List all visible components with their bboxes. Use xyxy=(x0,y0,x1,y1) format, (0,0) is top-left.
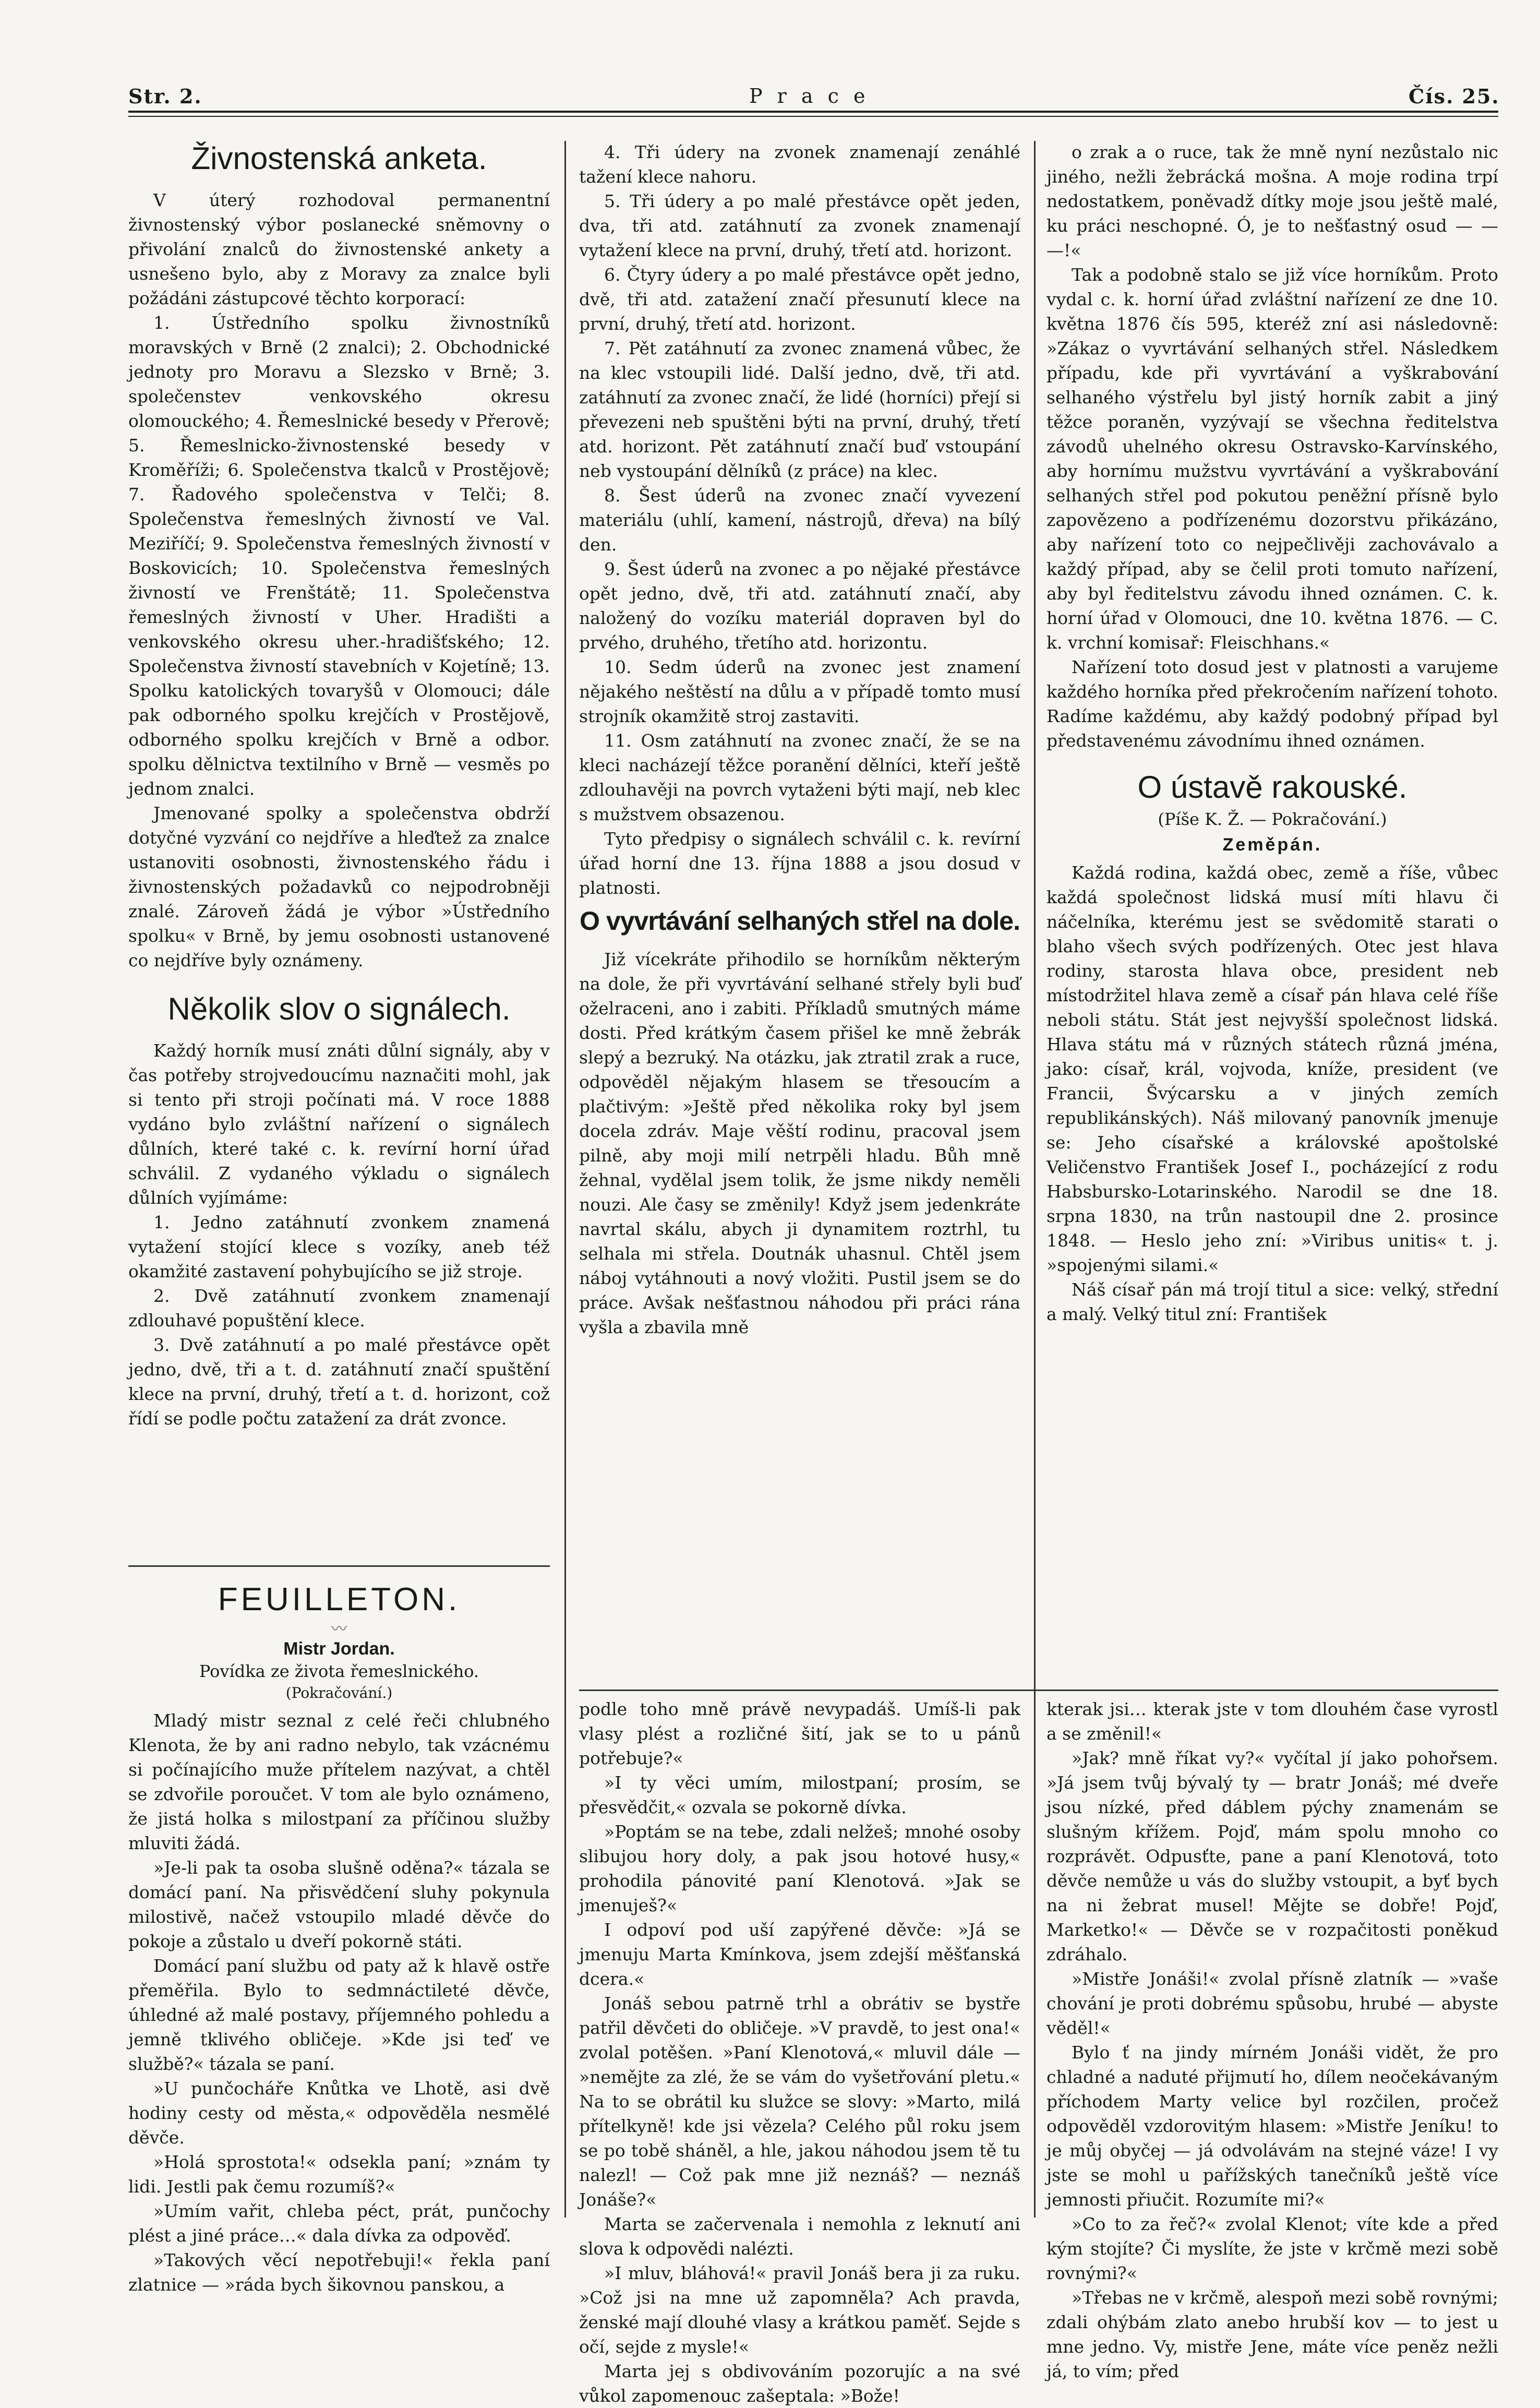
paragraph: Jonáš sebou patrně trhl a obrátiv se bystře patřil děvčeti do obličeje. »V pravdě, to jest ona!« zvolal potěšen. »Paní Klenotová,« mluvil dále — »nemějte za zlé, že se vám do vyšetřování pletu.« Na to se obrátil ku služce se slovy: »Marto, milá přítelkyně! kde jsi vězela? Celého půl roku jsem se po tobě sháněl, a hle, jakou náhodou jsem tě tu nalezl! — Což pak mne již neznáš? — neznáš Jonáše?« xyxy=(579,1993,1020,2210)
newspaper-title: P r a c e xyxy=(749,85,870,107)
paragraph: Domácí paní službu od paty až k hlavě ostře přeměřila. Bylo to sedmnáctileté děvče, úhledné až malé postavy, příjemného pohledu a jemně tklivého obličeje. »Kde jsi teď ve službě?« tázala se paní. xyxy=(128,1956,550,2074)
section-heading: Zeměpán. xyxy=(1222,835,1322,855)
paragraph: Tak a podobně stalo se již více horníkům. Proto vydal c. k. horní úřad zvláštní nařízení ze dne 10. května 1876 čís 595, kteréž zní asi následovně: »Zákaz o vyvrtávání selhaných střel. Následkem případu, kde při vyvrtávání a vyškrabování selhaného výstřelu byl jistý horník zabit a jiný těžce poraněn, vyzývají se všechna ředitelstva závodů uhelného okresu Ostravsko-Karvínského, aby hornímu mužstvu vyvrtávání a vyškrabování selhaných střel pod pokutou peněžní přísně bylo zapovězeno a podřízenému dozorstvu přikázáno, aby nařízení toto co nejpečlivěji zachovávalo a každý případ, aby se čelil proti tomuto nařízení, aby byl ředitelstvu závodu ihned oznámen. C. k. horní úřad v Olomouci, dne 10. května 1876. — C. k. vrchní komisař: Fleischhans.« xyxy=(1046,265,1498,653)
paragraph: Bylo ť na jindy mírném Jonáši vidět, že pro chladné a naduté přijmutí ho, dílem neočekávaným příchodem Marty velice byl rozčilen, pročež odpověděl vzdorovitým hlasem: »Mistře Jeníku! to je můj obyčej — já odvolávám na stejné váze! I vy jste se mohl u pařížských tanečníků ještě více jemnosti přiučit. Rozumíte mi?« xyxy=(1046,2042,1498,2210)
feuilleton-column-2 xyxy=(579,1697,1020,2406)
issue-number: Čís. 25. xyxy=(1409,85,1500,108)
feuilleton-column-3 xyxy=(1046,1697,1498,2381)
article-byline: (Píše K. Ž. — Pokračování.) xyxy=(1158,809,1387,829)
paragraph: 1. Jedno zatáhnutí zvonkem znamená vytažení stojící klece s vozíky, aneb též okamžité zastavení pohybujícího se již stroje. xyxy=(128,1212,550,1281)
paragraph: 4. Tři údery na zvonek znamenají zenáhlé tažení klece nahoru. xyxy=(579,142,1020,187)
paragraph: Náš císař pán má trojí titul a sice: velký, střední a malý. Velký titul zní: František xyxy=(1046,1279,1498,1324)
paragraph: Již vícekráte přihodilo se horníkům některým na dole, že při vyvrtávání selhané střely byli buď oželraceni, ano i zabiti. Příkladů smutných máme dosti. Před krátkým časem přišel ke mně žebrák slepý a bezruký. Na otázku, jak ztratil zrak a ruce, odpověděl nějakým hlasem se třesoucím a plačtivým: »Ještě před několika roky byl jsem docela zdráv. Maje věští rodinu, pracoval jsem pilně, aby moji milí netrpěli hladu. Bůh mně žehnal, vydělal jsem tolik, že jsme nikdy neměli nouzi. Ale časy se změnily! Když jsem jedenkráte navrtal skálu, abych ji dynamitem roztrhl, tu selhala mi střela. Doutnák uhasnul. Chtěl jsem náboj vytáhnouti a nový vložiti. Pustil jsem se do práce. Avšak nešťastnou náhodou při práci rána vyšla a zbavila mně xyxy=(579,949,1020,1337)
paragraph: Každá rodina, každá obec, země a říše, vůbec každá společnost lidská musí míti hlavu či náčelníka, kterému jest se svědomitě starati o blaho všech svých podřízených. Otec jest hlava rodiny, starosta hlava obce, president neb místodržitel hlava země a císař pán hlava celé říše neboli státu. Stát jest nejvyšší společnost lidská. Hlava státu má v různých státech různá jména, jako: císař, král, vojvoda, kníže, president (ve Francii, Švýcarsku a v jiných zemích republikánských). Náš milovaný panovník jmenuje se: Jeho císařské a královské apoštolské Veličenstvo František Josef I., pocházející z rodu Habsbursko-Lotarinského. Narodil se dne 18. srpna 1830, na trůn nastoupil dne 2. prosince 1848. — Heslo jeho zní: »Viribus unitis« t. j. »spojenými silami.« xyxy=(1046,862,1498,1275)
paragraph: 6. Čtyry údery a po malé přestávce opět jedno, dvě, tři atd. zatažení značí přesunutí klece na první, druhý, třetí atd. horizont. xyxy=(579,265,1020,334)
paragraph: »Mistře Jonáši!« zvolal přísně zlatník — »vaše chování je proti dobrému spůsobu, hrubé — abyste věděl!« xyxy=(1046,1969,1498,2038)
feuilleton-rule-1 xyxy=(128,1565,550,1567)
story-title: Mistr Jordan. xyxy=(283,1639,395,1659)
paragraph: 1. Ústředního spolku živnostníků moravských v Brně (2 znalci); 2. Obchodnické jednoty pro Moravu a Slezsko v Brně; 3. společenstev venkovského okresu olomouckého; 4. Řemeslnické besedy v Přerově; 5. Řemeslnicko-živnostenské besedy v Kroměříži; 6. Společenstva tkalců v Prostějově; 7. Řadového společenstva v Telči; 8. Společenstva řemeslných živností ve Val. Meziříčí; 9. Společenstva řemeslných živností v Boskovicích; 10. Společenstva řemeslných živností ve Frenštátě; 11. Společenstva řemeslných živností v Uher. Hradišti a venkovského okresu uher.-hradišťského; 12. Společenstva živností stavebních v Kojetíně; 13. Spolku katolických tovaryšů v Olomouci; dále pak odborného spolku krejčích v Prostějově, odborného spolku krejčích v Brně a odbor. spolku dělnictva textilního v Brně — vesměs po jednom znalci. xyxy=(128,313,550,799)
paragraph: Marta jej s obdivováním pozorujíc a na své vůkol zapomenouc zašeptala: »Bože! xyxy=(579,2361,1020,2406)
paragraph: »I ty věci umím, milostpaní; prosím, se přesvědčit,« ozvala se pokorně dívka. xyxy=(579,1772,1020,1817)
header-rule-thin xyxy=(128,116,1498,117)
column-rule-1 xyxy=(564,141,566,2218)
feuilleton-rule-2 xyxy=(579,1690,1498,1691)
paragraph: »U punčocháře Knůtka ve Lhotě, asi dvě hodiny cesty od města,« odpověděla nesmělé děvče. xyxy=(128,2078,550,2148)
paragraph: »Takových věcí nepotřebuji!« řekla paní zlatnice — »ráda bych šikovnou panskou, a xyxy=(128,2250,550,2295)
feuilleton-title: FEUILLETON. xyxy=(218,1582,461,1618)
paragraph: 3. Dvě zatáhnutí a po malé přestávce opět jedno, dvě, tři a t. d. zatáhnutí značí spuštění klece na první, druhý, třetí a t. d. horizont, což řídí se podle počtu zatažení za drát zvonce. xyxy=(128,1335,550,1429)
paragraph: »Umím vařit, chleba péct, prát, punčochy plést a jiné práce…« dala dívka za odpověď. xyxy=(128,2201,550,2246)
article-title-ustava: O ústavě rakouské. xyxy=(1137,770,1407,805)
ornament: 〰 xyxy=(331,1620,347,1638)
column-1 xyxy=(128,140,550,1554)
paragraph: I odpoví pod uší zapýřené děvče: »Já se jmenuju Marta Kmínkova, jsem zdejší měšťanská dcera.« xyxy=(579,1920,1020,1989)
paragraph: Nařízení toto dosud jest v platnosti a varujeme každého horníka před překročením nařízení tohoto. Radíme každému, aby každý podobný případ byl představenému závodnímu ihned oznámen. xyxy=(1046,657,1498,751)
paragraph: 11. Osm zatáhnutí na zvonec značí, že se na kleci nacházejí těžce poranění dělníci, kteří ještě zdlouhavěji na povrch vytaženi býti mají, neb klec s mužstvem obsazenou. xyxy=(579,730,1020,824)
story-continued: (Pokračování.) xyxy=(285,1684,393,1702)
paragraph: V úterý rozhodoval permanentní živnostenský výbor poslanecké sněmovny o přivolání znalců do živnostenské ankety a usnešeno bylo, aby z Moravy za znalce byli požádáni zástupcové těchto korporací: xyxy=(128,190,550,308)
paragraph: kterak jsi… kterak jste v tom dlouhém čase vyrostl a se změnil!« xyxy=(1046,1699,1498,1744)
paragraph: Mladý mistr seznal z celé řeči chlubného Klenota, že by ani radno nebylo, tak vzácnému si počínajícího muže přítelem nazývat, a chtěl se zdvořile poroučet. V tom ale bylo oznámeno, že jistá holka s milostpaní za příčinou služby mluviti žádá. xyxy=(128,1710,550,1853)
paragraph: »Poptám se na tebe, zdali nelžeš; mnohé osoby slibujou hory doly, a pak jsou hotové husy,« prohodila pánovité paní Klenotová. »Jak se jmenuješ?« xyxy=(579,1822,1020,1915)
paragraph: Tyto předpisy o signálech schválil c. k. revírní úřad horní dne 13. října 1888 a jsou dosud v platnosti. xyxy=(579,829,1020,898)
paragraph: 10. Sedm úderů na zvonec jest znamení nějakého neštěstí na důlu a v případě tomto musí strojník okamžitě stroj zastaviti. xyxy=(579,657,1020,726)
paragraph: »Jak? mně říkat vy?« vyčítal jí jako pohořsem. »Já jsem tvůj bývalý ty — bratr Jonáš; mé dveře jsou nízké, před dáblem pýchy znamenám se slušným křížem. Pojď, mám spolu mnoho co rozprávět. Odpusťte, pane a paní Klenotová, toto děvče nemůže u vás do služby vstoupit, a byť bych na ni žebrat musel! Mějte se dobře! Pojď, Marketko!« — Děvče se v rozpačitosti poněkud zdráhalo. xyxy=(1046,1748,1498,1964)
paragraph: »Holá sprostota!« odsekla paní; »znám ty lidi. Jestli pak čemu rozumíš?« xyxy=(128,2152,550,2197)
header-rule xyxy=(128,111,1498,113)
paragraph: 9. Šest úderů na zvonec a po nějaké přestávce opět jedno, dvě, tři atd. zatáhnutí značí, aby naložený do vozíku materiál dopraven byl do prvého, druhého, třetího atd. horizontu. xyxy=(579,559,1020,653)
page-number: Str. 2. xyxy=(128,85,202,108)
paragraph: Jmenované spolky a společenstva obdrží dotyčné vyzvání co nejdříve a hleďtež za znalce ustanoviti osobnosti, živnostenského řádu i živnostenských požadavků co nejpodrobněji znalé. Zároveň žádá je výbor »Ústředního spolku« v Brně, by jemu osobnosti ustanovené co nejdříve byly oznámeny. xyxy=(128,803,550,971)
paragraph: 8. Šest úderů na zvonec značí vyvezení materiálu (uhlí, kamení, nástrojů, dřeva) na bílý den. xyxy=(579,485,1020,555)
paragraph: 5. Tři údery a po malé přestávce opět jeden, dva, tři atd. zatáhnutí za zvonek znamenají vytažení klece na první, druhý, třetí atd. horizont. xyxy=(579,191,1020,260)
feuilleton-column-1 xyxy=(128,1576,550,2295)
paragraph: »Co to za řeč?« zvolal Klenot; víte kde a před kým stojíte? Či myslíte, že jste v krčmě mezi sobě rovnými?« xyxy=(1046,2214,1498,2283)
article-title-zivnostenska-anketa: Živnostenská anketa. xyxy=(191,141,487,176)
paragraph: podle toho mně právě nevypadáš. Umíš-li pak vlasy plést a rozličné šití, jak se to u pánů potřebuje?« xyxy=(579,1699,1020,1768)
paragraph: o zrak a o ruce, tak že mně nyní nezůstalo nic jiného, nežli žebrácká mošna. A moje rodina trpí nedostatkem, poněvadž dítky moje jsou ještě malé, ku práci neschopné. Ó, je to nešťastný osud — — —!« xyxy=(1046,142,1498,260)
article-title-signaly: Několik slov o signálech. xyxy=(167,991,511,1026)
paragraph: 2. Dvě zatáhnutí zvonkem znamenají zdlouhavé popuštění klece. xyxy=(128,1286,550,1331)
paragraph: »Je-li pak ta osoba slušně oděna?« tázala se domácí paní. Na přisvědčení sluhy pokynula milostivě, načež vstoupilo mladé děvče do pokoje a zůstalo u dveří pokorně státi. xyxy=(128,1858,550,1951)
column-3 xyxy=(1046,140,1498,1679)
column-2 xyxy=(579,140,1020,1679)
paragraph: Každý horník musí znáti důlní signály, aby v čas potřeby strojvedoucímu naznačiti mohl, jak si tento při stroji počínati má. V roce 1888 vydáno bylo zvláštní nařízení o signálech důlních, které také c. k. revírní horní úřad schválil. Z vydaného výkladu o signálech důlních vyjímáme: xyxy=(128,1040,550,1208)
paragraph: 7. Pět zatáhnutí za zvonec znamená vůbec, že na klec vstoupili lidé. Další jedno, dvě, tři atd. zatáhnutí za zvonec značí, že lidé (horníci) přejí si převezeni neb spuštěni býti na první, druhý, třetí atd. horizont. Pět zatáhnutí značí buď vstoupání neb vystoupání dělníků (z práce) na klec. xyxy=(579,338,1020,481)
paragraph: »I mluv, bláhová!« pravil Jonáš bera ji za ruku. »Což jsi na mne už zapomněla? Ach pravda, ženské mají dlouhé vlasy a krátkou paměť. Sejde s očí, sejde z mysle!« xyxy=(579,2263,1020,2357)
article-title-vyvrtavani: O vyvrtávání selhaných střel na dole. xyxy=(580,906,1020,936)
column-rule-2 xyxy=(1034,141,1036,2218)
story-subtitle: Povídka ze života řemeslnického. xyxy=(199,1661,479,1681)
paragraph: »Třebas ne v krčmě, alespoň mezi sobě rovnými; zdali ohýbám zlato anebo hrubší kov — to jest u mne jedno. Vy, mistře Jene, máte více peněz nežli já, to vím; před xyxy=(1046,2287,1498,2381)
paragraph: Marta se začervenala i nemohla z leknutí ani slova k odpovědi nalézti. xyxy=(579,2214,1020,2259)
